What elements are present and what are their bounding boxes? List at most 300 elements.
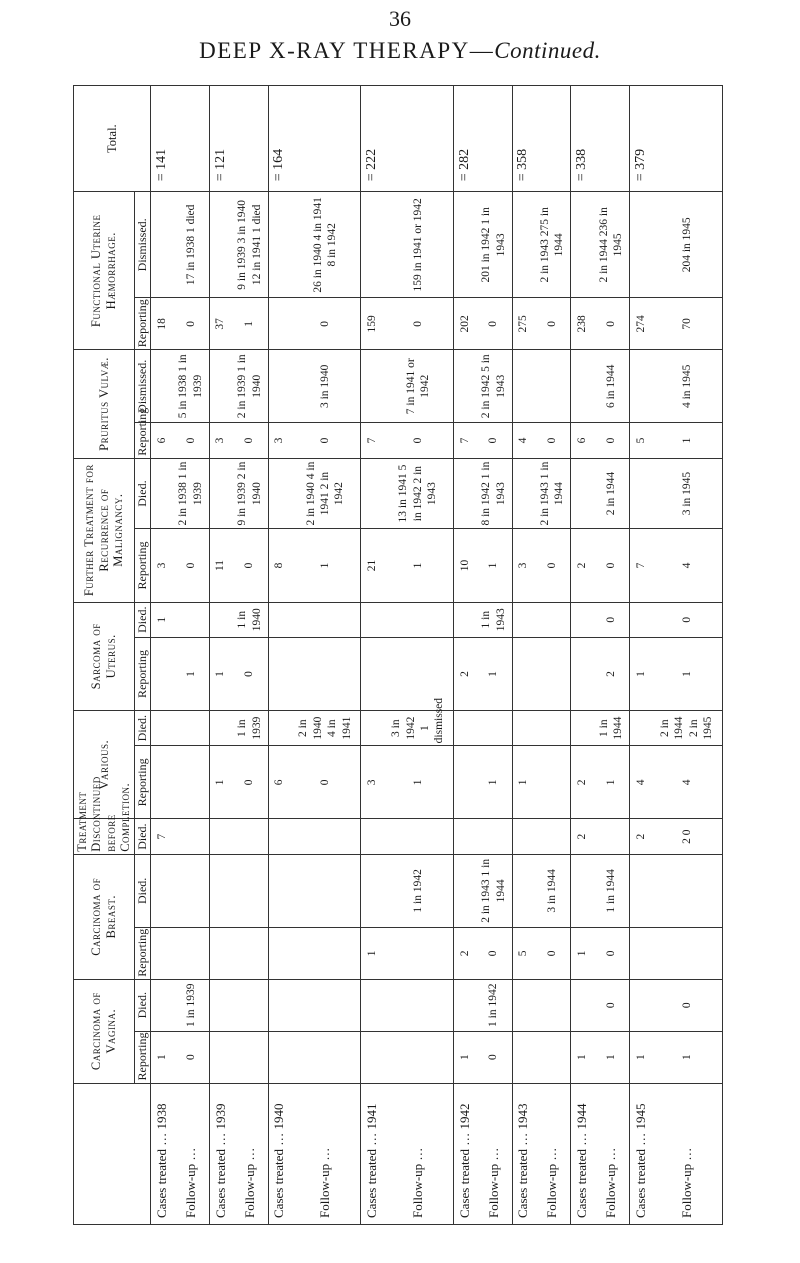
table-body [151, 86, 723, 1225]
cell-discontinued-died [512, 819, 534, 854]
cell-vagina-rep: 1 [454, 1031, 476, 1083]
pruritus-reporting-header: Reporting [134, 423, 151, 458]
page-number: 36 [389, 6, 411, 31]
discontinued-header: Treatment Discontinued before Completion. [74, 819, 135, 854]
cell-pruritus-rep: 0 [593, 423, 630, 458]
cell-sarcoma-rep: 2 [454, 637, 476, 710]
cell-vagina-died [534, 979, 571, 1031]
cell-breast-died [290, 854, 361, 927]
cell-breast-died: 3 in 1944 [534, 854, 571, 927]
cell-further-died: 3 in 1945 [652, 458, 723, 529]
cell-functional-dis: 201 in 1942 1 in 1943 [475, 192, 512, 298]
cell-vagina-died: 0 [652, 979, 723, 1031]
further-reporting-header: Reporting [134, 529, 151, 602]
cell-functional-rep: 202 [454, 298, 476, 350]
cell-further-rep: 3 [151, 529, 173, 602]
cell-discontinued-died: 2 [630, 819, 652, 854]
cell-pruritus-rep: 5 [630, 423, 652, 458]
cell-further-died [268, 458, 290, 529]
vagina-header: Carcinoma of Vagina. [74, 979, 135, 1083]
cell-vagina-rep: 1 [593, 1031, 630, 1083]
cell-further-died [210, 458, 232, 529]
cell-breast-rep: 5 [512, 927, 534, 979]
cell-various-rep [454, 746, 476, 819]
cell-vagina-died: 0 [593, 979, 630, 1031]
cell-breast-rep [383, 927, 454, 979]
follow-up-label: Follow-up … [593, 1083, 630, 1224]
various-header: Various. [74, 710, 135, 818]
cell-various-rep: 3 [361, 746, 383, 819]
cell-pruritus-rep: 6 [571, 423, 593, 458]
cell-pruritus-rep: 4 [512, 423, 534, 458]
cell-pruritus-dis: 3 in 1940 [290, 350, 361, 423]
cell-various-rep: 1 [475, 746, 512, 819]
table-row [454, 86, 476, 1225]
table-row [652, 86, 723, 1225]
cell-pruritus-dis: 6 in 1944 [593, 350, 630, 423]
cell-breast-died [571, 854, 593, 927]
rotated-table-container [73, 85, 723, 1225]
cell-vagina-died [361, 979, 383, 1031]
table-row [361, 86, 383, 1225]
cell-vagina-rep: 1 [630, 1031, 652, 1083]
cell-functional-dis [454, 192, 476, 298]
cell-sarcoma-died [268, 602, 290, 637]
cell-pruritus-rep: 0 [173, 423, 210, 458]
page-title-continued: Continued. [494, 38, 601, 63]
cell-sarcoma-died [173, 602, 210, 637]
follow-up-label: Follow-up … [173, 1083, 210, 1224]
cell-pruritus-rep: 3 [268, 423, 290, 458]
cell-functional-dis [512, 192, 534, 298]
cell-sarcoma-rep: 1 [630, 637, 652, 710]
cell-vagina-died: 1 in 1942 [475, 979, 512, 1031]
cell-various-rep [151, 746, 173, 819]
cell-further-rep: 1 [383, 529, 454, 602]
cell-breast-rep [268, 927, 290, 979]
cell-further-rep: 21 [361, 529, 383, 602]
cell-discontinued-died [361, 819, 383, 854]
cell-breast-rep [290, 927, 361, 979]
cell-pruritus-dis [454, 350, 476, 423]
cell-discontinued-died: 2 0 [652, 819, 723, 854]
cell-total [652, 86, 723, 192]
cell-breast-died: 2 in 1943 1 in 1944 [475, 854, 512, 927]
cell-sarcoma-died: 1 [151, 602, 173, 637]
cell-further-rep: 0 [231, 529, 268, 602]
cell-sarcoma-rep [268, 637, 290, 710]
cell-functional-rep: 18 [151, 298, 173, 350]
cell-sarcoma-rep: 0 [231, 637, 268, 710]
cases-treated-label: Cases treated … 1939 [210, 1083, 232, 1224]
table-row [173, 86, 210, 1225]
cell-breast-died [630, 854, 652, 927]
cell-discontinued-died [231, 819, 268, 854]
functional-reporting-header: Reporting [134, 298, 151, 350]
breast-header: Carcinoma of Breast. [74, 854, 135, 979]
cell-various-died: 1 in 1944 [593, 710, 630, 745]
cell-various-died [534, 710, 571, 745]
cell-breast-rep: 1 [571, 927, 593, 979]
cell-breast-died: 1 in 1942 [383, 854, 454, 927]
cell-vagina-rep [231, 1031, 268, 1083]
cell-total [475, 86, 512, 192]
cell-pruritus-rep: 6 [151, 423, 173, 458]
cell-discontinued-died: 2 [571, 819, 593, 854]
table-row [534, 86, 571, 1225]
pruritus-header: Pruritus Vulvæ. [74, 350, 135, 458]
cell-various-died [173, 710, 210, 745]
cell-functional-rep: 0 [383, 298, 454, 350]
cell-discontinued-died [268, 819, 290, 854]
cell-pruritus-rep: 7 [454, 423, 476, 458]
cell-various-rep: 0 [290, 746, 361, 819]
cell-functional-rep: 0 [290, 298, 361, 350]
cell-breast-died [512, 854, 534, 927]
cell-vagina-rep: 0 [475, 1031, 512, 1083]
cell-total: = 141 [151, 86, 173, 192]
cell-functional-rep: 70 [652, 298, 723, 350]
cell-further-died [151, 458, 173, 529]
cell-functional-rep: 0 [534, 298, 571, 350]
cell-various-rep: 2 [571, 746, 593, 819]
cell-further-rep: 10 [454, 529, 476, 602]
cell-discontinued-died [454, 819, 476, 854]
cell-sarcoma-rep [571, 637, 593, 710]
cell-pruritus-rep: 0 [475, 423, 512, 458]
discontinued-died-header: Died. [134, 819, 151, 854]
cell-pruritus-rep: 3 [210, 423, 232, 458]
cell-discontinued-died [593, 819, 630, 854]
cell-sarcoma-died [210, 602, 232, 637]
cell-total: = 121 [210, 86, 232, 192]
cell-breast-died [652, 854, 723, 927]
cases-treated-label: Cases treated … 1940 [268, 1083, 290, 1224]
cell-functional-dis: 9 in 1939 3 in 1940 12 in 1941 1 died [231, 192, 268, 298]
cell-breast-rep [630, 927, 652, 979]
cell-functional-rep: 1 [231, 298, 268, 350]
cell-total [383, 86, 454, 192]
functional-dismissed-header: Dismissed. [134, 192, 151, 298]
cell-pruritus-dis [361, 350, 383, 423]
cell-vagina-died [268, 979, 290, 1031]
cell-various-died: 1 in 1939 [231, 710, 268, 745]
cell-discontinued-died [534, 819, 571, 854]
cell-functional-dis: 159 in 1941 or 1942 [383, 192, 454, 298]
table-row [512, 86, 534, 1225]
cell-vagina-rep [383, 1031, 454, 1083]
cell-vagina-died [630, 979, 652, 1031]
cell-pruritus-dis [534, 350, 571, 423]
cell-breast-rep [652, 927, 723, 979]
cell-functional-dis: 17 in 1938 1 died [173, 192, 210, 298]
cell-pruritus-rep: 0 [231, 423, 268, 458]
cell-vagina-died: 1 in 1939 [173, 979, 210, 1031]
cell-functional-dis: 26 in 1940 4 in 1941 8 in 1942 [290, 192, 361, 298]
cell-further-rep: 0 [534, 529, 571, 602]
cell-sarcoma-died [383, 602, 454, 637]
cell-sarcoma-rep [290, 637, 361, 710]
various-died-header: Died. [134, 710, 151, 745]
cell-sarcoma-died [571, 602, 593, 637]
cell-total [231, 86, 268, 192]
cell-sarcoma-died [512, 602, 534, 637]
cell-pruritus-dis: 7 in 1941 or 1942 [383, 350, 454, 423]
page-title [0, 38, 800, 64]
cell-total: = 282 [454, 86, 476, 192]
cell-sarcoma-rep [151, 637, 173, 710]
cell-functional-rep: 37 [210, 298, 232, 350]
cases-treated-label: Cases treated … 1945 [630, 1083, 652, 1224]
cell-functional-dis [361, 192, 383, 298]
cell-functional-rep: 0 [173, 298, 210, 350]
cell-vagina-rep [534, 1031, 571, 1083]
breast-reporting-header: Reporting [134, 927, 151, 979]
cell-sarcoma-rep: 1 [173, 637, 210, 710]
cell-further-rep: 11 [210, 529, 232, 602]
cell-functional-dis: 2 in 1944 236 in 1945 [593, 192, 630, 298]
cell-vagina-rep: 1 [151, 1031, 173, 1083]
cell-vagina-died [383, 979, 454, 1031]
cell-further-died [454, 458, 476, 529]
year-header [74, 1083, 151, 1224]
cell-vagina-rep [210, 1031, 232, 1083]
table-row [151, 86, 173, 1225]
cases-treated-label: Cases treated … 1941 [361, 1083, 383, 1224]
cell-further-rep: 1 [290, 529, 361, 602]
cell-further-died [512, 458, 534, 529]
cell-vagina-died [512, 979, 534, 1031]
cell-vagina-died [231, 979, 268, 1031]
cell-functional-dis [210, 192, 232, 298]
table-row [290, 86, 361, 1225]
sarcoma-header: Sarcoma of Uterus. [74, 602, 135, 710]
cell-breast-rep [151, 927, 173, 979]
cell-breast-died [361, 854, 383, 927]
cell-functional-dis [630, 192, 652, 298]
table-row [210, 86, 232, 1225]
cell-various-died: 2 in 1940 4 in 1941 [290, 710, 361, 745]
cell-various-died: 2 in 1944 2 in 1945 [652, 710, 723, 745]
cell-breast-died [151, 854, 173, 927]
cell-sarcoma-died [361, 602, 383, 637]
cell-vagina-rep: 1 [571, 1031, 593, 1083]
cell-various-rep: 1 [383, 746, 454, 819]
table-row [571, 86, 593, 1225]
cell-various-rep: 4 [630, 746, 652, 819]
cell-various-rep: 1 [210, 746, 232, 819]
cell-further-rep: 0 [593, 529, 630, 602]
cell-various-rep [534, 746, 571, 819]
cell-further-rep: 7 [630, 529, 652, 602]
cell-pruritus-dis [151, 350, 173, 423]
cell-breast-died [268, 854, 290, 927]
follow-up-label: Follow-up … [383, 1083, 454, 1224]
cell-vagina-died [290, 979, 361, 1031]
cell-various-rep: 1 [512, 746, 534, 819]
cell-further-rep: 1 [475, 529, 512, 602]
cell-various-rep: 4 [652, 746, 723, 819]
cell-breast-rep: 2 [454, 927, 476, 979]
table-row [475, 86, 512, 1225]
cell-sarcoma-died [290, 602, 361, 637]
cell-further-died: 2 in 1943 1 in 1944 [534, 458, 571, 529]
cell-pruritus-rep: 0 [534, 423, 571, 458]
deep-xray-therapy-table [73, 85, 723, 1225]
cell-various-died [268, 710, 290, 745]
cases-treated-label: Cases treated … 1944 [571, 1083, 593, 1224]
sarcoma-reporting-header: Reporting [134, 637, 151, 710]
vagina-reporting-header: Reporting [134, 1031, 151, 1083]
cell-breast-died: 1 in 1944 [593, 854, 630, 927]
cell-pruritus-rep: 1 [652, 423, 723, 458]
cell-functional-dis [571, 192, 593, 298]
cell-breast-rep [231, 927, 268, 979]
sub-header-row [134, 86, 151, 1225]
follow-up-label: Follow-up … [475, 1083, 512, 1224]
further-died-header: Died. [134, 458, 151, 529]
cell-functional-dis: 204 in 1945 [652, 192, 723, 298]
cell-sarcoma-died [534, 602, 571, 637]
cell-further-rep: 4 [652, 529, 723, 602]
cell-various-rep: 1 [593, 746, 630, 819]
cell-further-died: 8 in 1942 1 in 1943 [475, 458, 512, 529]
cell-further-rep: 0 [173, 529, 210, 602]
cell-further-died: 2 in 1944 [593, 458, 630, 529]
cell-sarcoma-rep: 1 [210, 637, 232, 710]
cell-various-died [454, 710, 476, 745]
cell-further-died [630, 458, 652, 529]
cell-pruritus-dis [210, 350, 232, 423]
further-header: Further Treatment for Recurrence of Malignancy. [74, 458, 135, 602]
table-row [231, 86, 268, 1225]
cell-further-died [571, 458, 593, 529]
cell-sarcoma-died: 0 [593, 602, 630, 637]
cell-functional-rep [268, 298, 290, 350]
cell-functional-rep: 275 [512, 298, 534, 350]
cell-pruritus-dis: 2 in 1939 1 in 1940 [231, 350, 268, 423]
breast-died-header: Died. [134, 854, 151, 927]
cell-pruritus-dis [571, 350, 593, 423]
cell-total [593, 86, 630, 192]
cell-further-died: 2 in 1938 1 in 1939 [173, 458, 210, 529]
cell-sarcoma-died [630, 602, 652, 637]
cell-pruritus-dis [630, 350, 652, 423]
cell-pruritus-dis: 4 in 1945 [652, 350, 723, 423]
cases-treated-label: Cases treated … 1942 [454, 1083, 476, 1224]
cell-various-rep: 0 [231, 746, 268, 819]
cell-total: = 338 [571, 86, 593, 192]
cell-vagina-rep [290, 1031, 361, 1083]
cell-sarcoma-died: 1 in 1943 [475, 602, 512, 637]
cell-vagina-rep: 0 [173, 1031, 210, 1083]
cases-treated-label: Cases treated … 1938 [151, 1083, 173, 1224]
page-title-main: DEEP X-RAY THERAPY— [199, 38, 495, 63]
cell-various-rep [173, 746, 210, 819]
cell-further-rep: 3 [512, 529, 534, 602]
cell-functional-rep: 159 [361, 298, 383, 350]
cell-sarcoma-rep [361, 637, 383, 710]
cell-vagina-rep [361, 1031, 383, 1083]
cell-various-died [571, 710, 593, 745]
cell-functional-rep: 274 [630, 298, 652, 350]
cell-total: = 358 [512, 86, 534, 192]
cell-further-died: 9 in 1939 2 in 1940 [231, 458, 268, 529]
functional-header: Functional Uterine Hæmorrhage. [74, 192, 135, 350]
table-row [383, 86, 454, 1225]
cell-breast-rep [210, 927, 232, 979]
cell-discontinued-died: 7 [151, 819, 173, 854]
cell-sarcoma-died: 0 [652, 602, 723, 637]
cell-vagina-rep [268, 1031, 290, 1083]
cell-sarcoma-died [454, 602, 476, 637]
cell-various-died: 3 in 1942 1 dismissed [383, 710, 454, 745]
cell-vagina-rep: 1 [652, 1031, 723, 1083]
follow-up-label: Follow-up … [534, 1083, 571, 1224]
cell-pruritus-dis [268, 350, 290, 423]
cell-pruritus-rep: 0 [290, 423, 361, 458]
cell-functional-rep: 238 [571, 298, 593, 350]
cell-breast-rep: 0 [593, 927, 630, 979]
cell-total: = 222 [361, 86, 383, 192]
cell-functional-dis [151, 192, 173, 298]
follow-up-label: Follow-up … [652, 1083, 723, 1224]
cell-vagina-died [210, 979, 232, 1031]
cell-discontinued-died [290, 819, 361, 854]
cell-total [173, 86, 210, 192]
cell-functional-rep: 0 [593, 298, 630, 350]
cases-treated-label: Cases treated … 1943 [512, 1083, 534, 1224]
table-row [268, 86, 290, 1225]
pruritus-dismissed-header: Dismissed. [134, 350, 151, 423]
table-row [630, 86, 652, 1225]
cell-various-died [361, 710, 383, 745]
cell-sarcoma-rep: 2 [593, 637, 630, 710]
cell-breast-died [173, 854, 210, 927]
cell-functional-dis: 2 in 1943 275 in 1944 [534, 192, 571, 298]
cell-discontinued-died [173, 819, 210, 854]
cell-various-died [210, 710, 232, 745]
cell-discontinued-died [475, 819, 512, 854]
cell-vagina-rep [512, 1031, 534, 1083]
cell-total [290, 86, 361, 192]
cell-various-died [475, 710, 512, 745]
cell-sarcoma-rep: 1 [475, 637, 512, 710]
follow-up-label: Follow-up … [231, 1083, 268, 1224]
various-reporting-header: Reporting [134, 746, 151, 819]
cell-sarcoma-rep [512, 637, 534, 710]
cell-sarcoma-died: 1 in 1940 [231, 602, 268, 637]
cell-breast-rep: 0 [534, 927, 571, 979]
cell-functional-rep: 0 [475, 298, 512, 350]
cell-breast-rep [173, 927, 210, 979]
vagina-died-header: Died. [134, 979, 151, 1031]
cell-various-died [151, 710, 173, 745]
follow-up-label: Follow-up … [290, 1083, 361, 1224]
cell-further-rep: 2 [571, 529, 593, 602]
cell-pruritus-dis [512, 350, 534, 423]
cell-breast-died [231, 854, 268, 927]
cell-pruritus-rep: 7 [361, 423, 383, 458]
cell-pruritus-dis: 2 in 1942 5 in 1943 [475, 350, 512, 423]
cell-various-rep: 6 [268, 746, 290, 819]
cell-further-rep: 8 [268, 529, 290, 602]
sarcoma-died-header: Died. [134, 602, 151, 637]
cell-vagina-died [151, 979, 173, 1031]
cell-sarcoma-rep: 1 [652, 637, 723, 710]
table-row [593, 86, 630, 1225]
cell-breast-rep: 0 [475, 927, 512, 979]
